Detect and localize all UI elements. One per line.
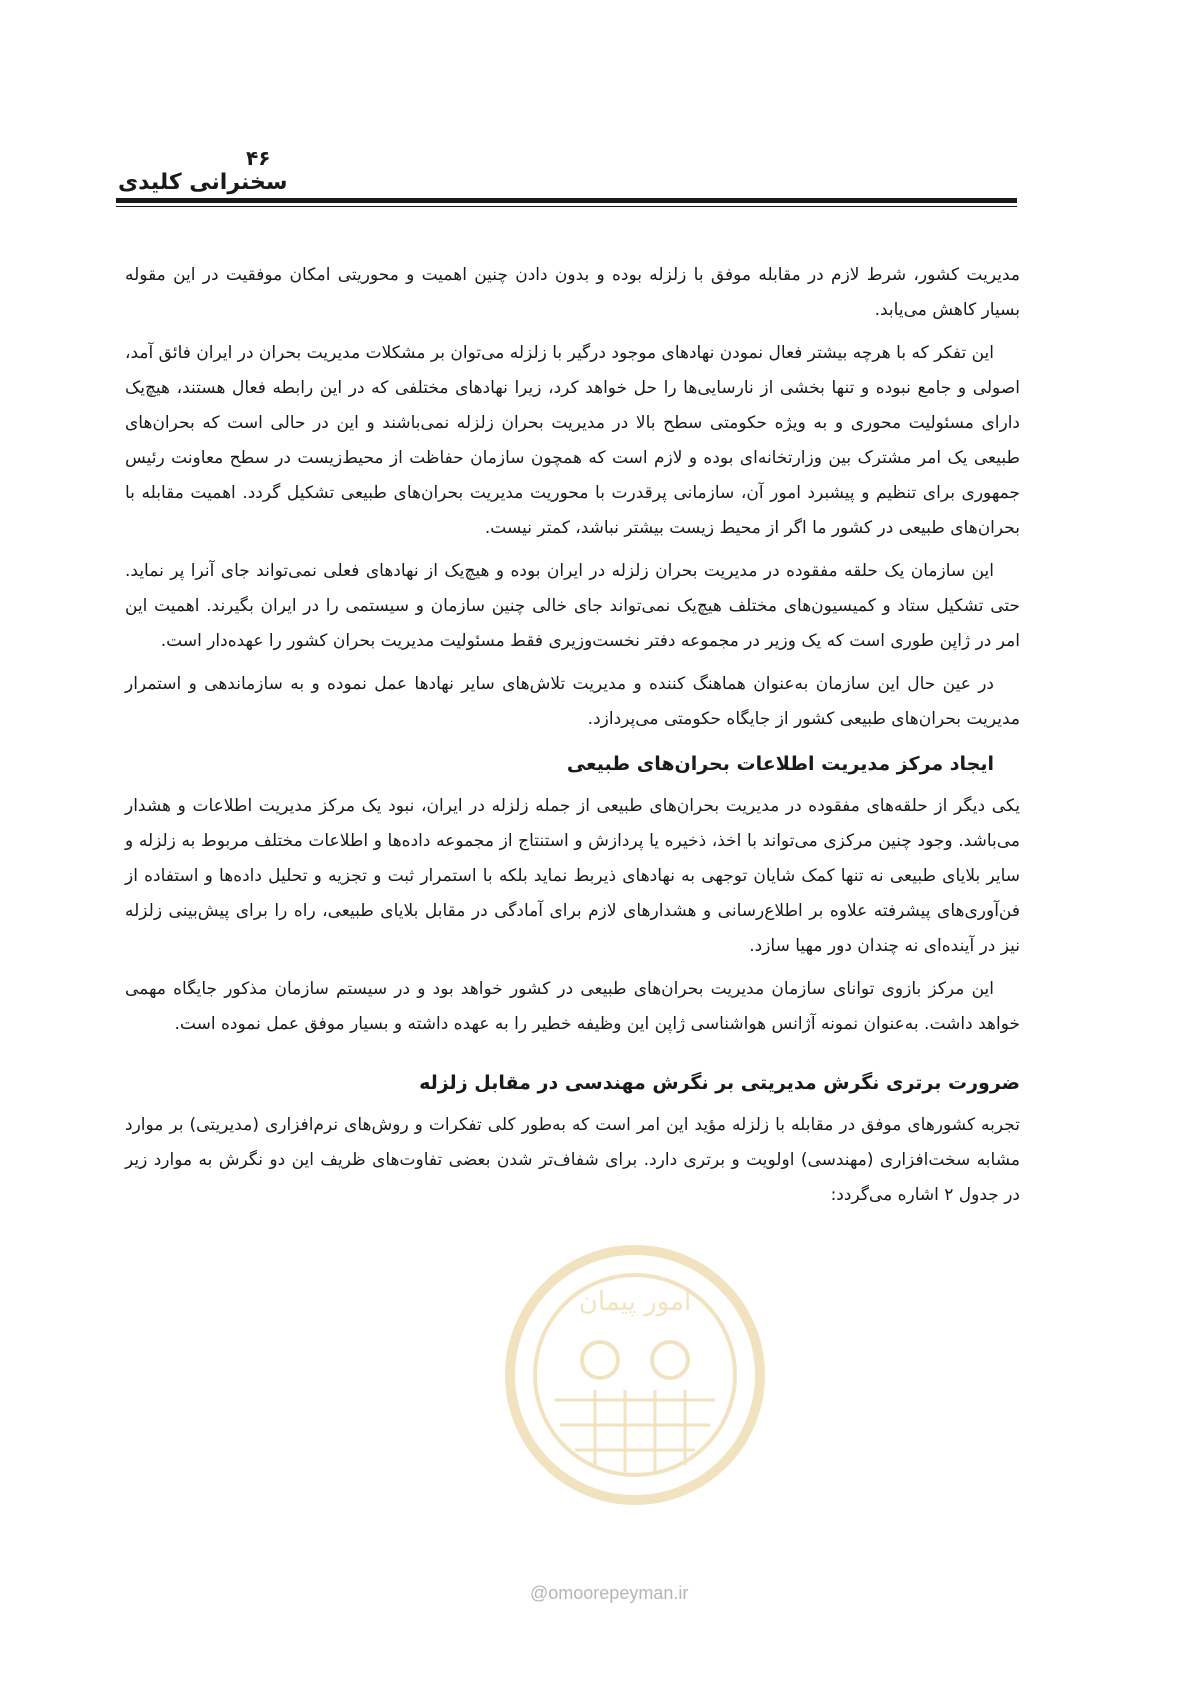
paragraph-1: مدیریت کشور، شرط لازم در مقابله موفق با زلزله بوده و بدون دادن چنین اهمیت و محوریتی امکان موفقیت در این مقوله بسیار کاهش می‌یابد. [125,265,1020,320]
section-heading-info-center: ایجاد مرکز مدیریت اطلاعات بحران‌های طبیعی [566,753,994,775]
header-rule-thin [116,206,1017,207]
page-number: ۴۶ [246,146,271,170]
paragraph-5: یکی دیگر از حلقه‌های مفقوده در مدیریت بحران‌های طبیعی از جمله زلزله در ایران، نبود یک مرکز مدیریت اطلاعات و هشدار می‌باشد. وجود چنین مرکزی می‌تواند با اخذ، ذخیره یا پردازش و استنتاج از مجموعه داده‌ها و اطلاعات مختلف مربوط به زلزله و سایر بلایای طبیعی نه تنها کمک شایان توجهی به نهادهای ذیربط نماید بلکه با استمرار ثبت و تجزیه و تحلیل داده‌ها و استفاده از فن‌آوری‌های پیشرفته علاوه بر اطلاع‌رسانی و هشدارهای لازم برای آمادگی در مقابل بلایای طبیعی، راه را برای پیش‌بینی زلزله نیز در آینده‌ای نه چندان دور مهیا سازد. [125,796,1020,956]
body-text [125,258,1020,1221]
paragraph-6: این مرکز بازوی توانای سازمان مدیریت بحران‌های طبیعی در کشور خواهد بود و در سیستم سازمان مذکور جایگاه مهمی خواهد داشت. به‌عنوان نمونه آژانس هواشناسی ژاپن این وظیفه خطیر را به عهده داشته و بسیار موفق عمل نموده است. [125,979,1020,1034]
watermark-seal-icon [500,1240,770,1510]
paragraph-4: در عین حال این سازمان به‌عنوان هماهنگ کننده و مدیریت تلاش‌های سایر نهادها عمل نموده و به سازماندهی و استمرار مدیریت بحران‌های طبیعی کشور از جایگاه حکومتی می‌پردازد. [125,674,1020,729]
paragraph-7: تجربه کشورهای موفق در مقابله با زلزله مؤید این امر است که به‌طور کلی تفکرات و روش‌های نرم‌افزاری (مدیریتی) بر موارد مشابه سخت‌افزاری (مهندسی) اولویت و برتری دارد. برای شفاف‌تر شدن بعضی تفاوت‌های ظریف این دو نگرش به موارد زیر در جدول ۲ اشاره می‌گردد: [125,1115,1020,1205]
paragraph-3: این سازمان یک حلقه مفقوده در مدیریت بحران زلزله در ایران بوده و هیچ‌یک از نهادهای فعلی نمی‌تواند جای آنرا پر نماید. حتی تشکیل ستاد و کمیسیون‌های مختلف هیچ‌یک نمی‌تواند جای خالی چنین سازمان و سیستمی را در ایران بگیرند. اهمیت این امر در ژاپن طوری است که یک وزیر در مجموعه دفتر نخست‌وزیری فقط مسئولیت مدیریت بحران کشور را عهده‌دار است. [125,561,1020,651]
running-head: سخنرانی کلیدی [118,170,288,195]
paragraph-2: این تفکر که با هرچه بیشتر فعال نمودن نهادهای موجود درگیر با زلزله می‌توان بر مشکلات مدیریت بحران در ایران فائق آمد، اصولی و جامع نبوده و تنها بخشی از نارسایی‌ها را حل خواهد کرد، زیرا نهادهای مختلفی که در این رابطه فعال هستند، هیچ‌یک دارای مسئولیت محوری و به ویژه حکومتی سطح بالا در مدیریت بحران زلزله نمی‌باشند و این در حالی است که بحران‌های طبیعی یک امر مشترک بین وزارتخانه‌ای بوده و لازم است که همچون سازمان حفاظت از محیط‌زیست در سطح معاونت رئیس جمهوری برای تنظیم و پیشبرد امور آن، سازمانی پرقدرت با محوریت مدیریت بحران‌های طبیعی تشکیل گردد. اهمیت مقابله با بحران‌های طبیعی در کشور ما اگر از محیط زیست بیشتر نباشد، کمتر نیست. [125,343,1020,538]
header-rule-thick [116,198,1017,203]
section-heading-management-approach: ضرورت برتری نگرش مدیریتی بر نگرش مهندسی در مقابل زلزله [419,1072,1020,1094]
watermark-seal-text: امور پیمان [578,1287,692,1317]
watermark-text: @omoorepeyman.ir [530,1583,689,1603]
